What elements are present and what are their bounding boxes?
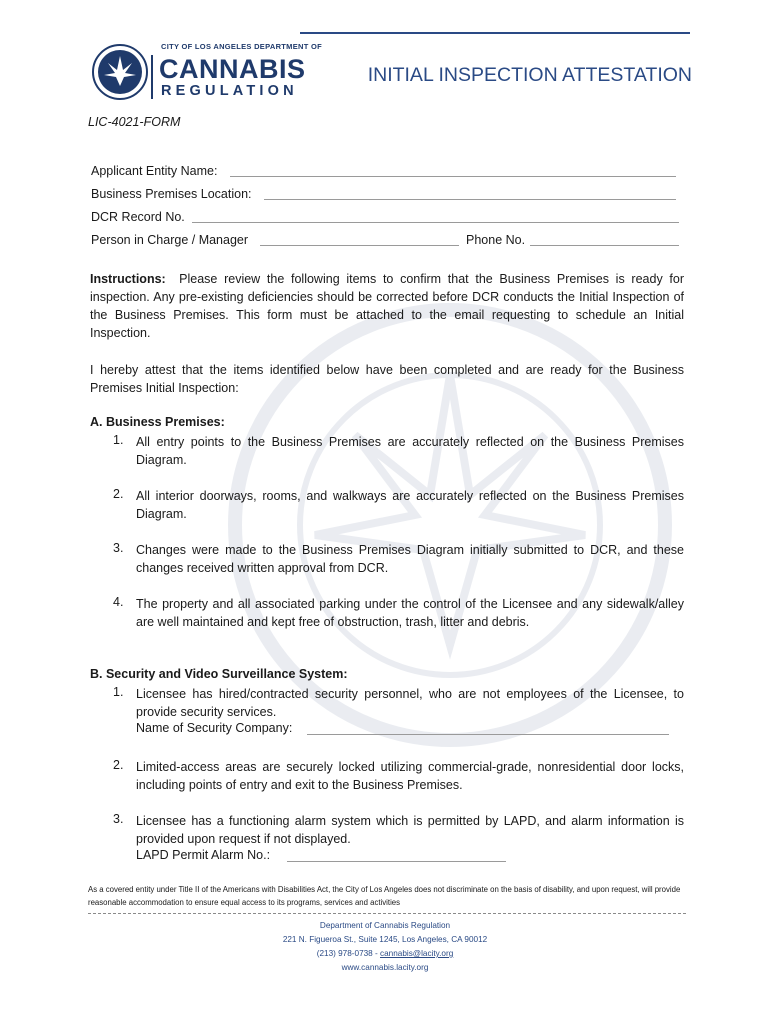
- logo-cannabis-text: CANNABIS: [159, 54, 306, 84]
- lapd-permit-field[interactable]: [287, 849, 506, 862]
- footer-website[interactable]: www.cannabis.lacity.org: [341, 963, 429, 972]
- section-a-item-number: 1.: [113, 433, 124, 447]
- instructions: [90, 270, 684, 342]
- attestation-statement: I hereby attest that the items identified below have been completed and are ready for the Business Premises Initial Inspection:: [90, 363, 684, 395]
- section-b-item-number: 1.: [113, 685, 124, 699]
- footer-divider: [88, 913, 686, 914]
- footer-phone: (213) 978-0738 -: [316, 949, 378, 958]
- logo-divider: [151, 55, 153, 99]
- lapd-permit-label: LAPD Permit Alarm No.:: [136, 848, 271, 862]
- phone-field[interactable]: [530, 233, 679, 246]
- footer-contact: [0, 949, 770, 958]
- section-a-item-number: 2.: [113, 487, 124, 501]
- cannabis-seal-logo: [92, 44, 148, 100]
- section-b-item-number: 3.: [113, 812, 124, 826]
- section-a-item-text: Changes were made to the Business Premises Diagram initially submitted to DCR, and these changes received written approval from DCR.: [136, 543, 684, 575]
- phone-label: Phone No.: [466, 233, 526, 247]
- premises-location-label: Business Premises Location:: [91, 187, 252, 201]
- logo-department-text: CITY OF LOS ANGELES DEPARTMENT OF: [161, 42, 323, 51]
- entity-name-label: Applicant Entity Name:: [91, 164, 218, 178]
- header-rule: [300, 32, 690, 34]
- instructions-label: Instructions:: [90, 272, 166, 286]
- section-a-item-text: All entry points to the Business Premises are accurately reflected on the Business Premises Diagram.: [136, 435, 684, 467]
- section-b-item-text: Licensee has a functioning alarm system which is permitted by LAPD, and alarm information is provided upon request if not displayed.: [136, 814, 684, 846]
- instructions-text: Please review the following items to confirm that the Business Premises is ready for inspection. Any pre-existing deficiencies should be corrected before DCR conducts the Initial Inspection of the Business Premises. This form must be attached to the email requesting to schedule an Initial Inspection.: [90, 272, 684, 340]
- section-b-item-text: Licensee has hired/contracted security personnel, who are not employees of the Licensee, to provide security services.: [136, 687, 684, 719]
- form-id: LIC-4021-FORM: [88, 115, 181, 129]
- section-b-item-number: 2.: [113, 758, 124, 772]
- page-title: INITIAL INSPECTION ATTESTATION: [367, 64, 692, 86]
- section-b-heading: B. Security and Video Surveillance System:: [90, 667, 348, 681]
- ada-notice: As a covered entity under Title II of the Americans with Disabilities Act, the City of Los Angeles does not discriminate on the basis of disability, and upon request, will provide reasonable accommodation to ensure equal access to its programs, services and activities: [88, 885, 681, 907]
- person-in-charge-field[interactable]: [260, 233, 459, 246]
- dcr-record-field[interactable]: [192, 210, 679, 223]
- footer-address: 221 N. Figueroa St., Suite 1245, Los Angeles, CA 90012: [282, 935, 488, 944]
- person-in-charge-label: Person in Charge / Manager: [91, 233, 249, 247]
- section-a-item-number: 3.: [113, 541, 124, 555]
- premises-location-field[interactable]: [264, 187, 676, 200]
- footer-email-link[interactable]: cannabis@lacity.org: [380, 949, 454, 958]
- footer-department: Department of Cannabis Regulation: [319, 921, 451, 930]
- security-company-field[interactable]: [307, 722, 669, 735]
- section-a-item-number: 4.: [113, 595, 124, 609]
- security-company-label: Name of Security Company:: [136, 721, 293, 735]
- section-a-item-text: All interior doorways, rooms, and walkways are accurately reflected on the Business Premises Diagram.: [136, 489, 684, 521]
- entity-name-field[interactable]: [230, 164, 676, 177]
- section-a-heading: A. Business Premises:: [90, 415, 225, 429]
- section-b-item-text: Limited-access areas are securely locked utilizing commercial-grade, nonresidential door locks, including points of entry and exit to the Business Premises.: [136, 760, 684, 792]
- dcr-record-label: DCR Record No.: [91, 210, 185, 224]
- section-a-item-text: The property and all associated parking under the control of the Licensee and any sidewalk/alley are well maintained and kept free of obstruction, trash, litter and debris.: [136, 597, 684, 629]
- logo-regulation-text: REGULATION: [161, 83, 298, 99]
